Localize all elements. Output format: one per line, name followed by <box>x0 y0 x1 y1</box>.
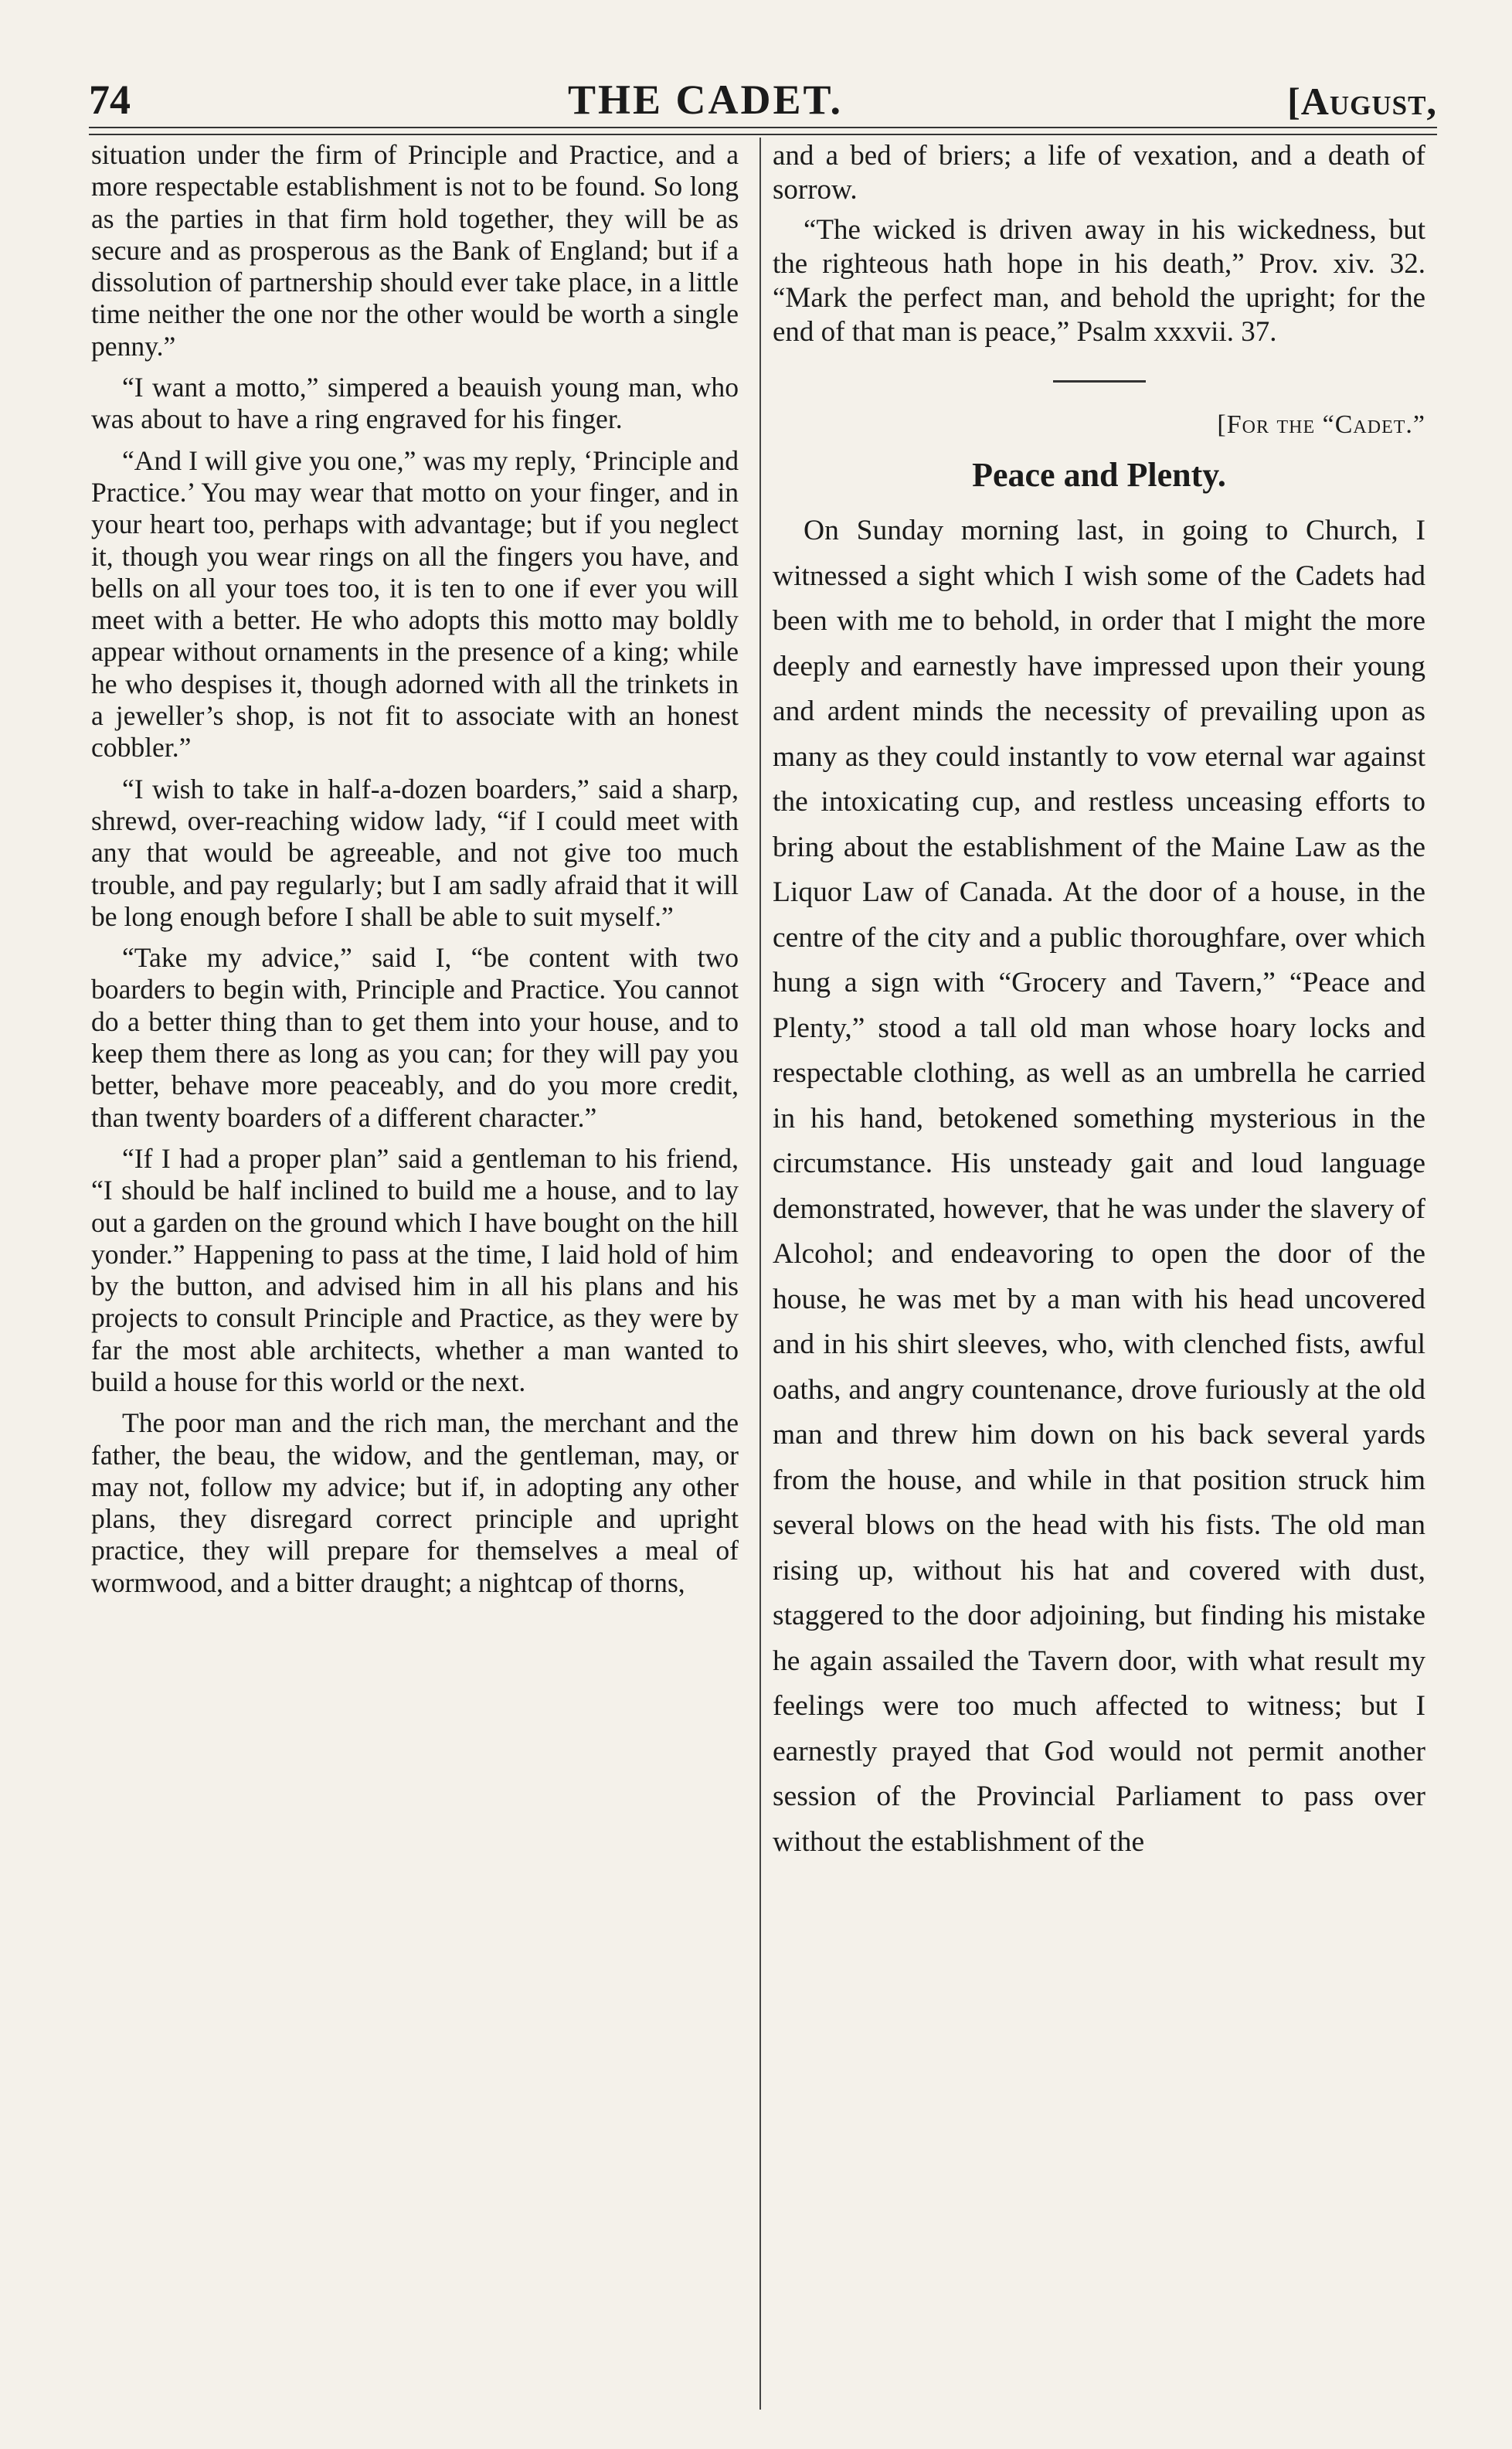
right-paragraph-1: and a bed of briers; a life of vexation, and a death of sorrow. <box>773 140 1425 206</box>
left-column <box>91 139 739 1608</box>
journal-title: THE CADET. <box>568 77 844 123</box>
article-body: On Sunday morning last, in going to Church, I witnessed a sight which I wish some of the Cadets had been with me to behold, in order that I might the more deeply and earnestly have impressed upon their young and ardent minds the necessity of prevailing upon as many as they could instantly to vow eternal war against the intoxicating cup, and restless unceasing efforts to bring about the establishment of the Maine Law as the Liquor Law of Canada. At the door of a house, in the centre of the city and a public thoroughfare, over which hung a sign with “Grocery and Tavern,” “Peace and Plenty,” stood a tall old man whose hoary locks and respectable clothing, as well as an umbrella he carried in his hand, betokened something mysterious in the circumstance. His unsteady gait and loud language demonstrated, however, that he was under the slavery of Alcohol; and endeavoring to open the door of the house, he was met by a man with his head uncovered and in his shirt sleeves, who, with clenched fists, awful oaths, and angry countenance, drove furiously at the old man and threw him down on his back several yards from the house, and while in that position struck him several blows on the head with his fists. The old man rising up, without his hat and covered with dust, staggered to the door adjoining, but finding his mistake he again assailed the Tavern door, with what result my feelings were too much affected to witness; but I earnestly prayed that God would not permit another session of the Provincial Parliament to pass over without the establishment of the <box>773 515 1425 1858</box>
right-paragraph-2: “The wicked is driven away in his wickedness, but the righteous hath hope in his death,” Prov. xiv. 32. “Mark the perfect man, and behold the upright; for the end of that man is peace,” Psalm xxxvii. 37. <box>773 214 1425 348</box>
column-divider <box>759 138 761 2410</box>
page-number: 74 <box>89 77 131 123</box>
article-title: Peace and Plenty. <box>972 456 1226 494</box>
right-column <box>773 139 1425 1865</box>
page-header <box>89 68 1437 124</box>
left-paragraph-7: The poor man and the rich man, the merchant and the father, the beau, the widow, and the gentleman, may, or may not, follow my advice; but if, in adopting any other plans, they disregard correct principle and upright practice, they will prepare for themselves a meal of wormwood, and a bitter draught; a nightcap of thorns, <box>91 1407 739 1598</box>
left-paragraph-4: “I wish to take in half-a-dozen boarders,” said a sharp, shrewd, over-reaching widow lady, “if I could meet with any that would be agreeable, and not give too much trouble, and pay regularly; but I am sadly afraid that it will be long enough before I shall be able to suit myself.” <box>91 773 739 932</box>
left-paragraph-2: “I want a motto,” simpered a beauish young man, who was about to have a ring engraved for his finger. <box>91 372 739 435</box>
left-paragraph-1: situation under the firm of Principle and Practice, and a more respectable establishment is not to be found. So long as the parties in that firm hold together, they will be as secure and as prosperous as the Bank of England; but if a dissolution of partnership should ever take place, in a little time neither the one nor the other would be worth a single penny.” <box>91 139 739 362</box>
left-paragraph-3: “And I will give you one,” was my reply, ‘Principle and Practice.’ You may wear that motto on your finger, and in your heart too, perhaps with advantage; but if you neglect it, though you wear rings on all the fingers you have, and bells on all your toes too, it is ten to one if ever you will meet with a better. He who adopts this motto may boldly appear without ornaments in the presence of a king; while he who despises it, though adorned with all the trinkets in a jeweller’s shop, is not fit to associate with an honest cobbler.” <box>91 444 739 764</box>
left-paragraph-6: “If I had a proper plan” said a gentleman to his friend, “I should be half inclined to build me a house, and to lay out a garden on the ground which I have bought on the hill yonder.” Happening to pass at the time, I laid hold of him by the button, and advised him in all his plans and his projects to consult Principle and Practice, as they were by far the most able architects, whether a man wanted to build a house for this world or the next. <box>91 1142 739 1397</box>
left-paragraph-5: “Take my advice,” said I, “be content with two boarders to begin with, Principle and Practice. You cannot do a better thing than to get them into your house, and to keep them there as long as you can; for they will pay you better, behave more peaceably, and do you more credit, than twenty boarders of a different character.” <box>91 942 739 1133</box>
header-rule <box>89 127 1437 135</box>
article-attribution: [For the “Cadet.” <box>1217 410 1425 439</box>
issue-month: [August, <box>1287 80 1437 123</box>
section-divider <box>1053 380 1146 383</box>
